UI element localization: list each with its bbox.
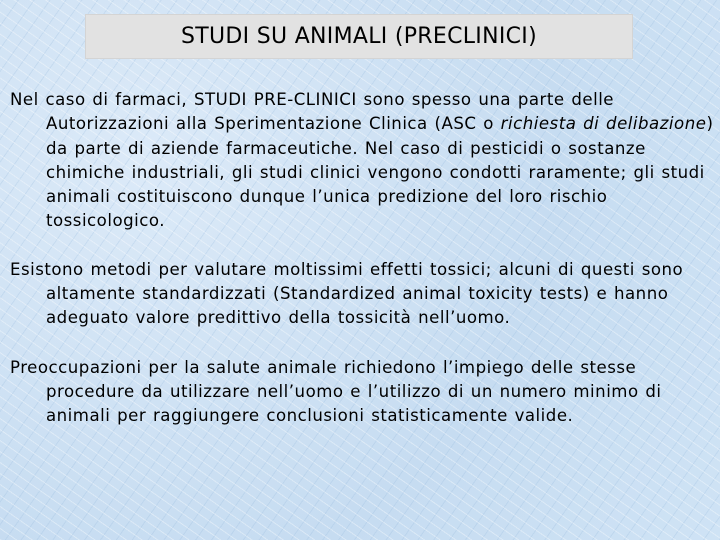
paragraph-animal-welfare [10,356,716,429]
paragraph-3-text: Preoccupazioni per la salute animale richiedono l’impiego delle stesse procedure da utilizzare nell’uomo e l’utilizzo di un numero minimo di animali per raggiungere conclusioni statisticamente valide. [10,357,662,426]
paragraph-toxicity-methods [10,258,716,331]
paragraph-1-text-start: Nel caso di farmaci, STUDI PRE-CLINICI sono spesso una parte delle Autorizzazioni alla Sperimentazione Clinica (ASC o [10,90,615,134]
slide-body [10,88,716,453]
slide-title-text: STUDI SU ANIMALI (PRECLINICI) [181,24,537,49]
paragraph-preclinical-studies [10,88,716,234]
paragraph-1-text-end: ) da parte di aziende farmaceutiche. Nel caso di pesticidi o sostanze chimiche industriali, gli studi clinici vengono condotti raramente; gli studi animali costituiscono dunque l’unica predizione del loro rischio tossicologico. [46,114,714,231]
slide-title [85,14,633,59]
paragraph-2-text: Esistono metodi per valutare moltissimi effetti tossici; alcuni di questi sono altamente standardizzati (Standardized animal toxicity tests) e hanno adeguato valore predittivo della tossicità nell’uomo. [10,259,684,328]
paragraph-1-italic-term: richiesta di delibazione [500,114,707,134]
